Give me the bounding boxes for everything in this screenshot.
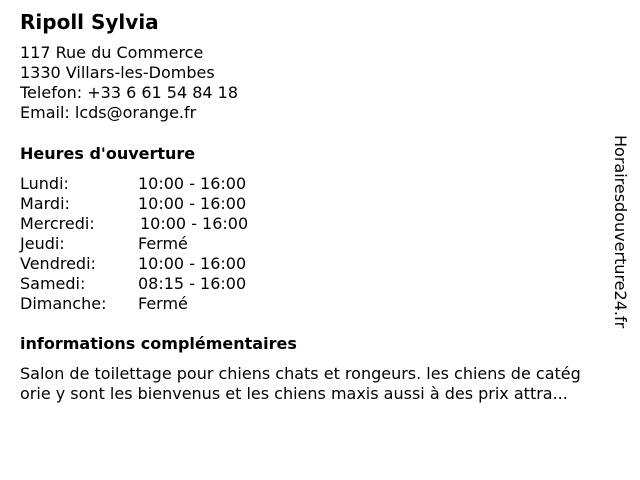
hours-row-wednesday (20, 214, 248, 234)
email-address: Email: lcds@orange.fr (20, 103, 197, 122)
description-line: orie y sont les bienvenus et les chiens maxis aussi à des prix attra... (20, 384, 568, 403)
hours-row-monday (20, 174, 248, 194)
hours-row-sunday (20, 294, 248, 314)
hours-row-tuesday (20, 194, 248, 214)
hours-time: Fermé (138, 294, 188, 313)
hours-row-friday (20, 254, 248, 274)
hours-day: Vendredi: (20, 254, 96, 273)
hours-day: Samedi: (20, 274, 86, 293)
hours-day: Mercredi: (20, 214, 95, 233)
opening-hours-table (20, 174, 248, 314)
contact-block (20, 43, 238, 123)
business-description (20, 364, 632, 404)
site-watermark: Horairesdouverture24.fr (611, 135, 630, 329)
hours-time: 10:00 - 16:00 (138, 254, 247, 273)
hours-time: Fermé (138, 234, 188, 253)
hours-time: 10:00 - 16:00 (138, 174, 247, 193)
hours-day: Lundi: (20, 174, 69, 193)
hours-row-saturday (20, 274, 248, 294)
opening-hours-heading: Heures d'ouverture (20, 144, 196, 163)
additional-info-heading: informations complémentaires (20, 334, 297, 353)
hours-time: 10:00 - 16:00 (138, 194, 247, 213)
hours-day: Jeudi: (20, 234, 65, 253)
city-address: 1330 Villars-les-Dombes (20, 63, 215, 82)
description-line: Salon de toilettage pour chiens chats et rongeurs. les chiens de catég (20, 364, 581, 383)
hours-day: Mardi: (20, 194, 70, 213)
hours-time: 10:00 - 16:00 (140, 214, 249, 233)
phone-number: Telefon: +33 6 61 54 84 18 (20, 83, 239, 102)
hours-time: 08:15 - 16:00 (138, 274, 247, 293)
hours-row-thursday (20, 234, 248, 254)
street-address: 117 Rue du Commerce (20, 43, 204, 62)
business-name: Ripoll Sylvia (20, 10, 159, 34)
hours-day: Dimanche: (20, 294, 107, 313)
